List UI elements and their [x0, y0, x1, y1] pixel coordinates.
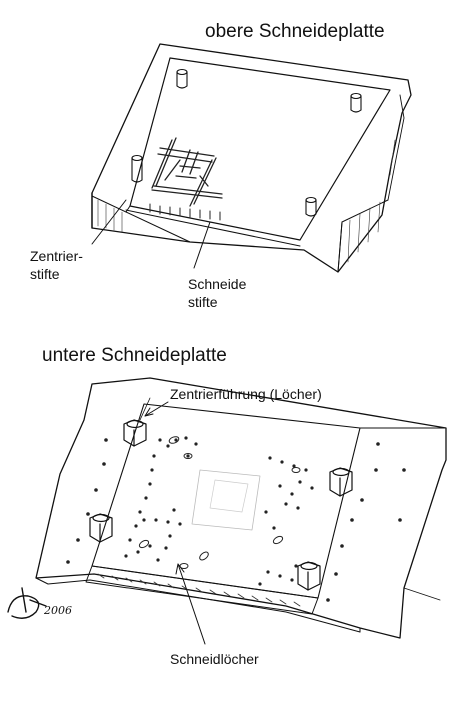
bottom-plate-drawing [36, 378, 446, 644]
guide-holes-label: Zentrierführung (Löcher) [170, 386, 322, 402]
guide-holes [90, 420, 352, 590]
guide-pins-label: Zentrier- stifte [30, 248, 83, 282]
cutting-holes-label: Schneidlöcher [170, 651, 259, 667]
top-plate-drawing [92, 44, 411, 272]
cutting-pins-pattern [152, 138, 222, 206]
signature-drawing [8, 588, 46, 618]
guide-pins-top [132, 70, 361, 217]
cutting-holes [66, 436, 406, 601]
signature-year: 2006 [44, 604, 72, 617]
top-plate-title: obere Schneideplatte [205, 21, 385, 42]
bottom-plate-title: untere Schneideplatte [42, 345, 227, 366]
cutting-pins-label: Schneide stifte [188, 276, 247, 310]
